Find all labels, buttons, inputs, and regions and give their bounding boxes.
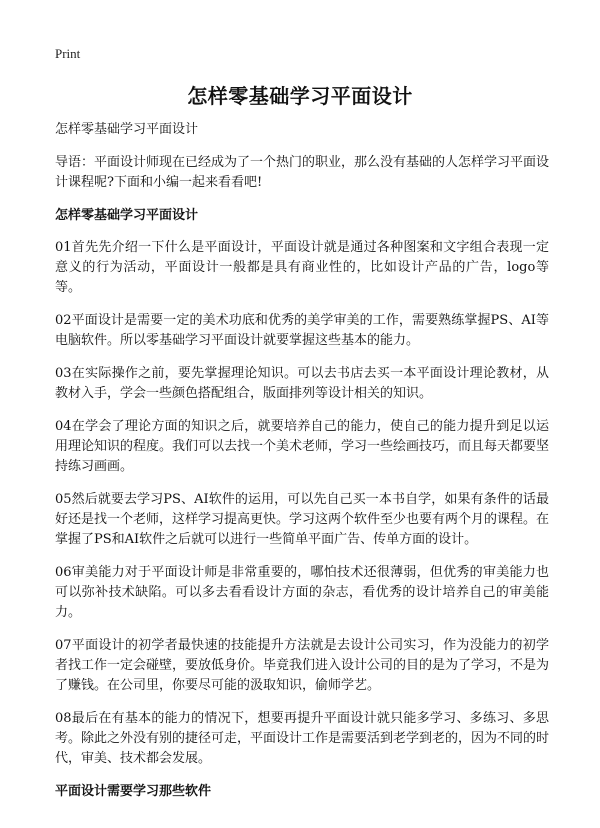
step-paragraph-07: 07平面设计的初学者最快速的技能提升方法就是去设计公司实习，作为没能力的初学者找工作一定会碰壁，要放低身价。毕竟我们进入设计公司的目的是为了学习，不是为了赚钱。在公司里，你要尽可能的汲取知识，偷师学艺。 — [55, 638, 550, 693]
section-heading-how-to-learn: 怎样零基础学习平面设计 — [55, 208, 199, 223]
step-paragraph-02: 02平面设计是需要一定的美术功底和优秀的美学审美的工作，需要熟练掌握PS、AI等电脑软件。所以零基础学习平面设计就要掌握这些基本的能力。 — [55, 313, 550, 348]
step-paragraph-05: 05然后就要去学习PS、AI软件的运用，可以先自己买一本书自学，如果有条件的话最好还是找一个老师，这样学习提高更快。学习这两个软件至少也要有两个月的课程。在掌握了PS和AI软件之后就可以进行一些简单平面广告、传单方面的设计。 — [55, 492, 550, 547]
step-paragraph-01: 01首先先介绍一下什么是平面设计，平面设计就是通过各种图案和文字组合表现一定意义的行为活动，平面设计一般都是具有商业性的，比如设计产品的广告，logo等等。 — [55, 240, 549, 295]
intro-paragraph: 导语：平面设计师现在已经成为了一个热门的职业，那么没有基础的人怎样学习平面设计课程呢?下面和小编一起来看看吧! — [55, 155, 550, 190]
step-paragraph-04: 04在学会了理论方面的知识之后，就要培养自己的能力，使自己的能力提升到足以运用理论知识的程度。我们可以去找一个美术老师，学习一些绘画技巧，而且每天都要坚持练习画画。 — [55, 419, 550, 474]
document-title: 怎样零基础学习平面设计 — [187, 84, 413, 108]
print-label: Print — [55, 46, 81, 61]
document-body — [55, 120, 549, 814]
step-paragraph-03: 03在实际操作之前，要先掌握理论知识。可以去书店去买一本平面设计理论教材，从教材入手，学会一些颜色搭配组合，版面排列等设计相关的知识。 — [55, 366, 549, 401]
step-paragraph-06: 06审美能力对于平面设计师是非常重要的，哪怕技术还很薄弱，但优秀的审美能力也可以弥补技术缺陷。可以多去看看设计方面的杂志，看优秀的设计培养自己的审美能力。 — [55, 565, 549, 620]
section-heading-software: 平面设计需要学习那些软件 — [55, 784, 212, 799]
document-subtitle: 怎样零基础学习平面设计 — [55, 122, 199, 137]
step-paragraph-08: 08最后在有基本的能力的情况下，想要再提升平面设计就只能多学习、多练习、多思考。除此之外没有别的捷径可走，平面设计工作是需要活到老学到老的，因为不同的时代，审美、技术都会发展。 — [55, 711, 550, 766]
